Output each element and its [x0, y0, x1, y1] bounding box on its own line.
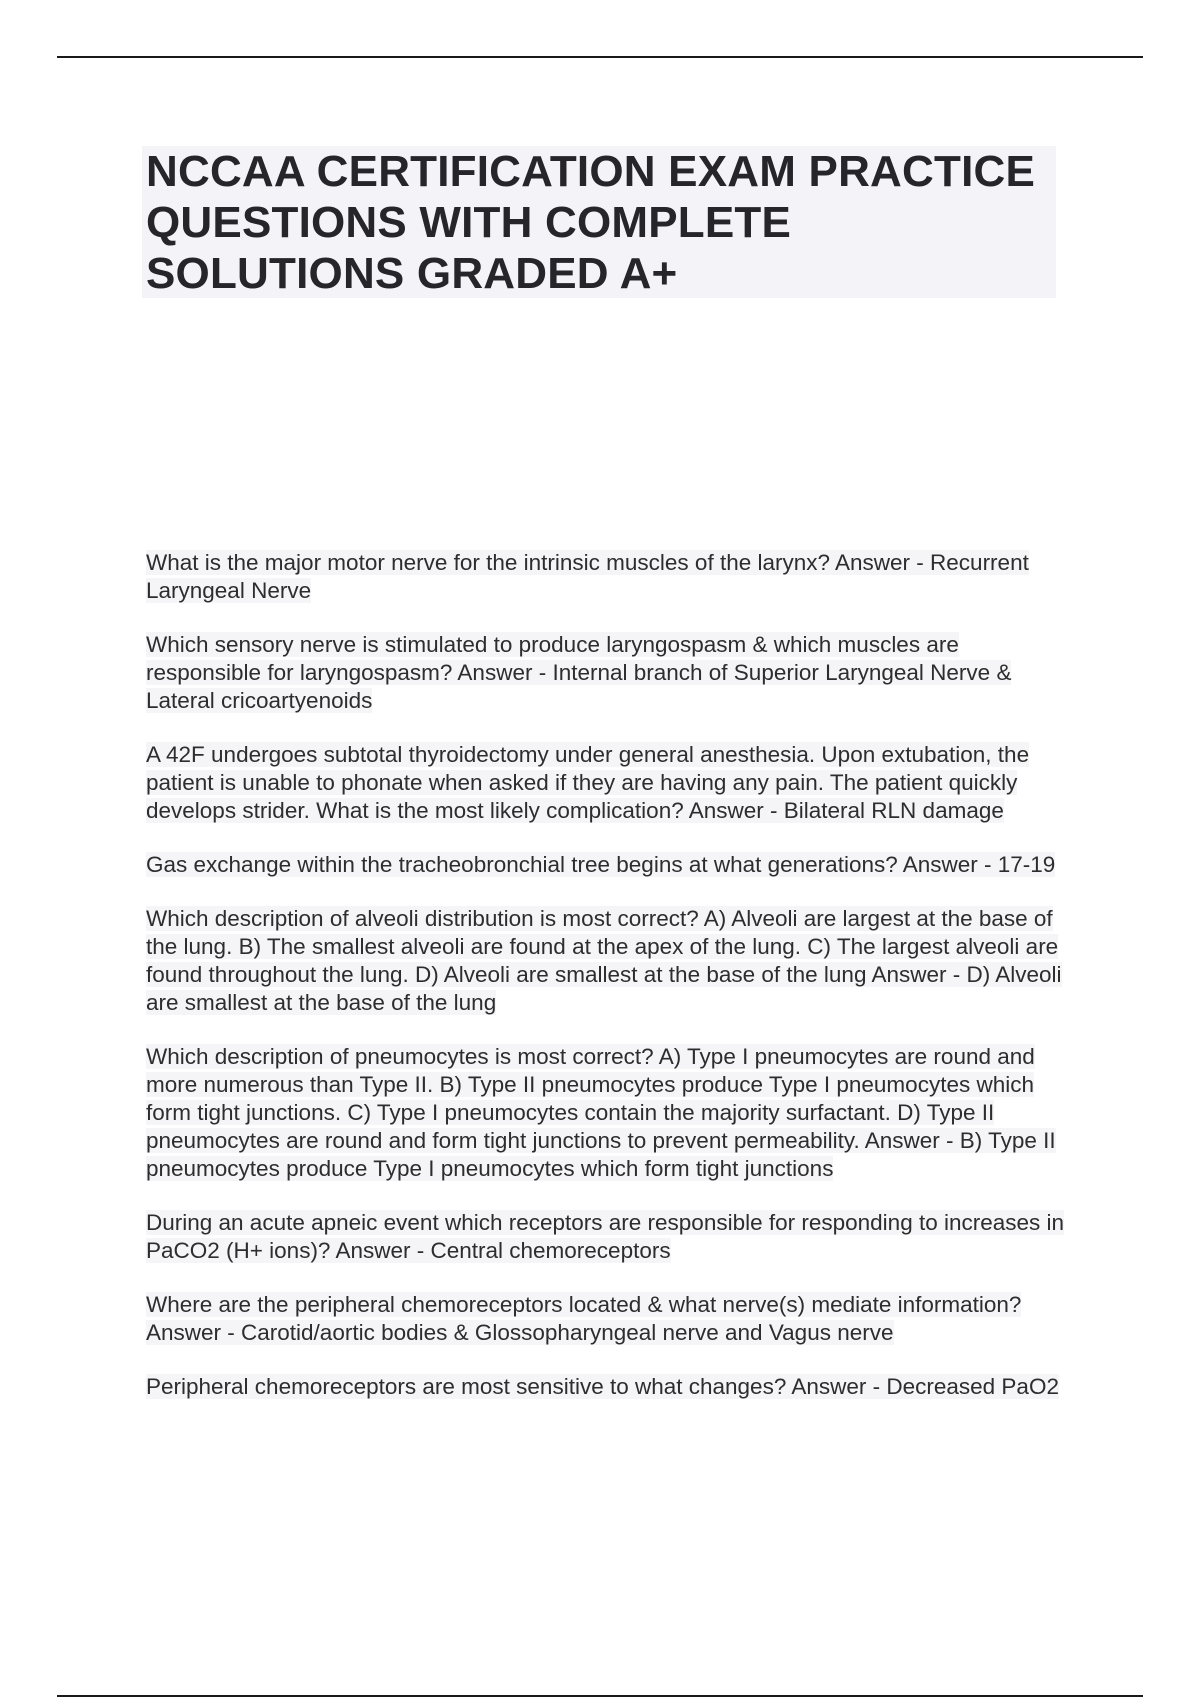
qa-item [146, 1209, 1066, 1265]
qa-item [146, 631, 1066, 715]
qa-text: Which description of pneumocytes is most correct? A) Type I pneumocytes are round and more numerous than Type II. B) Type II pneumocytes produce Type I pneumocytes which form tight junctions. C) Type I pneumocytes contain the majority surfactant. D) Type II pneumocytes are round and form tight junctions to prevent permeability. Answer - B) Type II pneumocytes produce Type I pneumocytes which form tight junctions [146, 1044, 1056, 1181]
qa-text: Where are the peripheral chemoreceptors located & what nerve(s) mediate information? Answer - Carotid/aortic bodies & Glossopharyngeal nerve and Vagus nerve [146, 1292, 1022, 1345]
qa-text: Which sensory nerve is stimulated to produce laryngospasm & which muscles are responsible for laryngospasm? Answer - Internal branch of Superior Laryngeal Nerve & Lateral cricoartyenoids [146, 632, 1012, 713]
qa-list [146, 549, 1066, 1427]
qa-text: What is the major motor nerve for the intrinsic muscles of the larynx? Answer - Recurrent Laryngeal Nerve [146, 550, 1029, 603]
document-title: NCCAA CERTIFICATION EXAM PRACTICE QUESTIONS WITH COMPLETE SOLUTIONS GRADED A+ [146, 147, 1036, 298]
qa-text: A 42F undergoes subtotal thyroidectomy under general anesthesia. Upon extubation, the patient is unable to phonate when asked if they are having any pain. The patient quickly develops strider. What is the most likely complication? Answer - Bilateral RLN damage [146, 742, 1030, 823]
qa-text: Gas exchange within the tracheobronchial tree begins at what generations? Answer - 17-19 [146, 852, 1056, 877]
qa-text: Peripheral chemoreceptors are most sensitive to what changes? Answer - Decreased PaO2 [146, 1374, 1059, 1399]
qa-text: During an acute apneic event which receptors are responsible for responding to increases in PaCO2 (H+ ions)? Answer - Central chemoreceptors [146, 1210, 1065, 1263]
qa-item [146, 549, 1066, 605]
qa-item [146, 1373, 1066, 1401]
top-rule [57, 56, 1143, 58]
qa-text: Which description of alveoli distribution is most correct? A) Alveoli are largest at the base of the lung. B) The smallest alveoli are found at the apex of the lung. C) The largest alveoli are found throughout the lung. D) Alveoli are smallest at the base of the lung Answer - D) Alveoli are smallest at the base of the lung [146, 906, 1062, 1015]
qa-item [146, 905, 1066, 1017]
qa-item [146, 1291, 1066, 1347]
title-block [142, 146, 1056, 298]
qa-item [146, 1043, 1066, 1183]
bottom-rule [57, 1695, 1143, 1697]
qa-item [146, 741, 1066, 825]
qa-item [146, 851, 1066, 879]
